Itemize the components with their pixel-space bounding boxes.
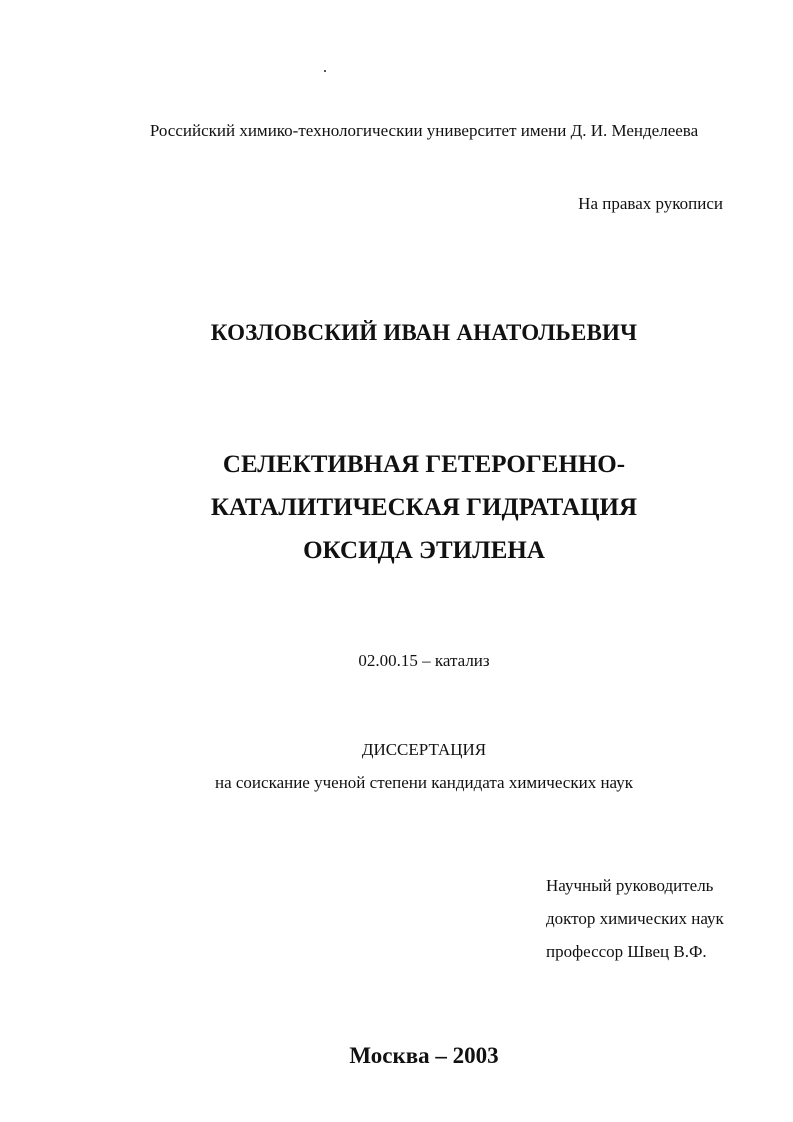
advisor-degree: доктор химических наук <box>546 909 724 928</box>
title-line: КАТАЛИТИЧЕСКАЯ ГИДРАТАЦИЯ <box>210 494 638 521</box>
university-name: Российский химико-технологическии университет имени Д. И. Менделеева <box>149 121 699 140</box>
dissertation-purpose: на соискание ученой степени кандидата химических наук <box>214 773 633 792</box>
advisor-name: профессор Швец В.Ф. <box>546 942 707 961</box>
city-year: Москва – 2003 <box>349 1043 499 1068</box>
manuscript-note: На правах рукописи <box>578 194 723 213</box>
title-line: СЕЛЕКТИВНАЯ ГЕТЕРОГЕННО- <box>222 451 626 478</box>
dissertation-title <box>0 443 793 572</box>
specialty-code: 02.00.15 – катализ <box>358 651 490 670</box>
scan-speck <box>324 70 326 72</box>
dissertation-label: ДИССЕРТАЦИЯ <box>361 740 487 759</box>
advisor-block <box>546 869 724 968</box>
title-line: ОКСИДА ЭТИЛЕНА <box>303 537 545 564</box>
advisor-role: Научный руководитель <box>546 876 714 895</box>
author-name: КОЗЛОВСКИЙ ИВАН АНАТОЛЬЕВИЧ <box>210 320 638 345</box>
